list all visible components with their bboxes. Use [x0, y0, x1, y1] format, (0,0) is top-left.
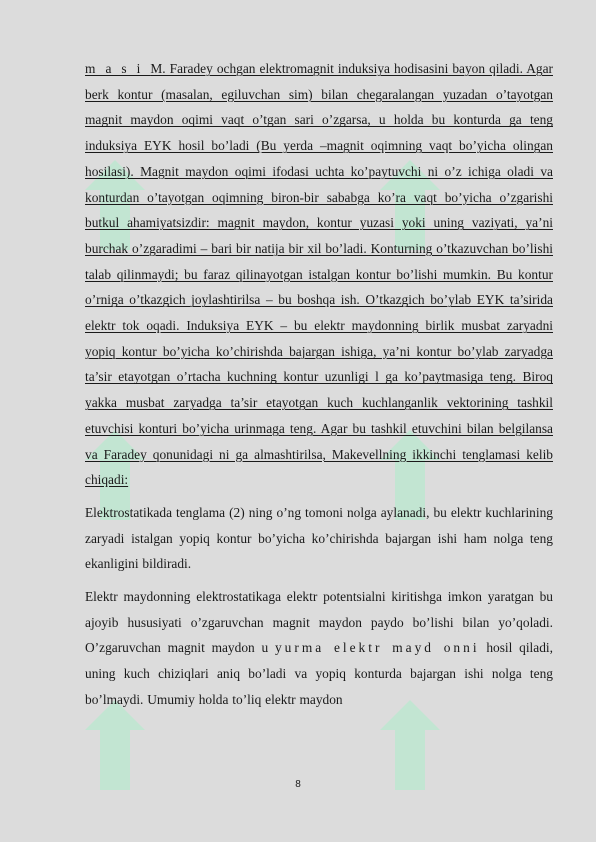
paragraph-vortex-field [85, 584, 553, 713]
paragraph-text: M. Faradey ochgan elektromagnit induksiya hodisasini bayon qiladi. Agar berk kontur (masalan, egiluvchan sim) bilan chegaralangan yuzadan o’tayotgan magnit maydon oqimi vaqt o’tgan sari o’zgarsa, u holda bu konturda ga teng induksiya EYK hosil bo’ladi (Bu yerda –magnit oqimning vaqt bo’yicha olingan hosilasi). Magnit maydon oqimi ifodasi uchta ko’paytuvchi ni o’z ichiga oladi va konturdan o’tayotgan oqimning biron-bir sababga ko’ra vaqt bo’yicha o’zgarishi butkul ahamiyatsizdir: magnit maydon, kontur yuzasi yoki uning vaziyati, ya’ni burchak o’zgaradimi – bari bir natija bir xil bo’ladi. Konturning o’tkazuvchan bo’lishi talab qilinmaydi; bu faraz qilinayotgan istalgan kontur bo’lishi mumkin. Bu kontur o’rniga o’tkazgich joylashtirilsa – bu boshqa ish. O’tkazgich bo’ylab EYK ta’sirida elektr tok oqadi. Induksiya EYK – bu elektr maydonning birlik musbat zaryadni yopiq kontur bo’yicha ko’chirishda bajargan ishiga, ya’ni kontur bo’ylab zaryadga ta’sir etayotgan o’rtacha kuchning kontur uzunligi l ga ko’paytmasiga teng. Biroq yakka musbat zaryadga ta’sir etayotgan kuch kuchlanganlik vektorining tashkil etuvchisi konturi bo’yicha urinmaga teng. Agar bu tashkil etuvchini bilan belgilansa va Faradey qonunidagi ni ga almashtirilsa, Makevellning ikkinchi tenglamasi kelib chiqadi: [85, 61, 553, 488]
spaced-term: yurma elektr mayd onni [274, 640, 480, 656]
paragraph-text: hosil qiladi, uning kuch chiziqlari aniq bo’ladi va yopiq konturda bajargan ishi nolga teng bo’lmaydi. Umumiy holda to’liq elektr maydon [85, 640, 553, 707]
document-body [85, 56, 553, 720]
spaced-lead-text: m a s i [85, 61, 151, 76]
paragraph-text: Elektr maydonning elektrostatikaga elektr potentsialni kiritishga imkon yaratgan bu ajoyib hususiyati o’zgaruvchan magnit maydon paydo bo’lishi bilan yo’qoladi. O’zgaruvchan magnit maydon u [85, 589, 553, 656]
page-number: 8 [295, 779, 301, 790]
paragraph-electrostatics [85, 500, 553, 577]
paragraph-text: Elektrostatikada tenglama (2) ning o’ng tomoni nolga aylanadi, bu elektr kuchlarining zaryadi istalgan yopiq kontur bo’yicha ko’chirishda bajargan ishi ham nolga teng ekanligini bildiradi. [85, 504, 553, 572]
paragraph-faraday-law [85, 56, 553, 493]
